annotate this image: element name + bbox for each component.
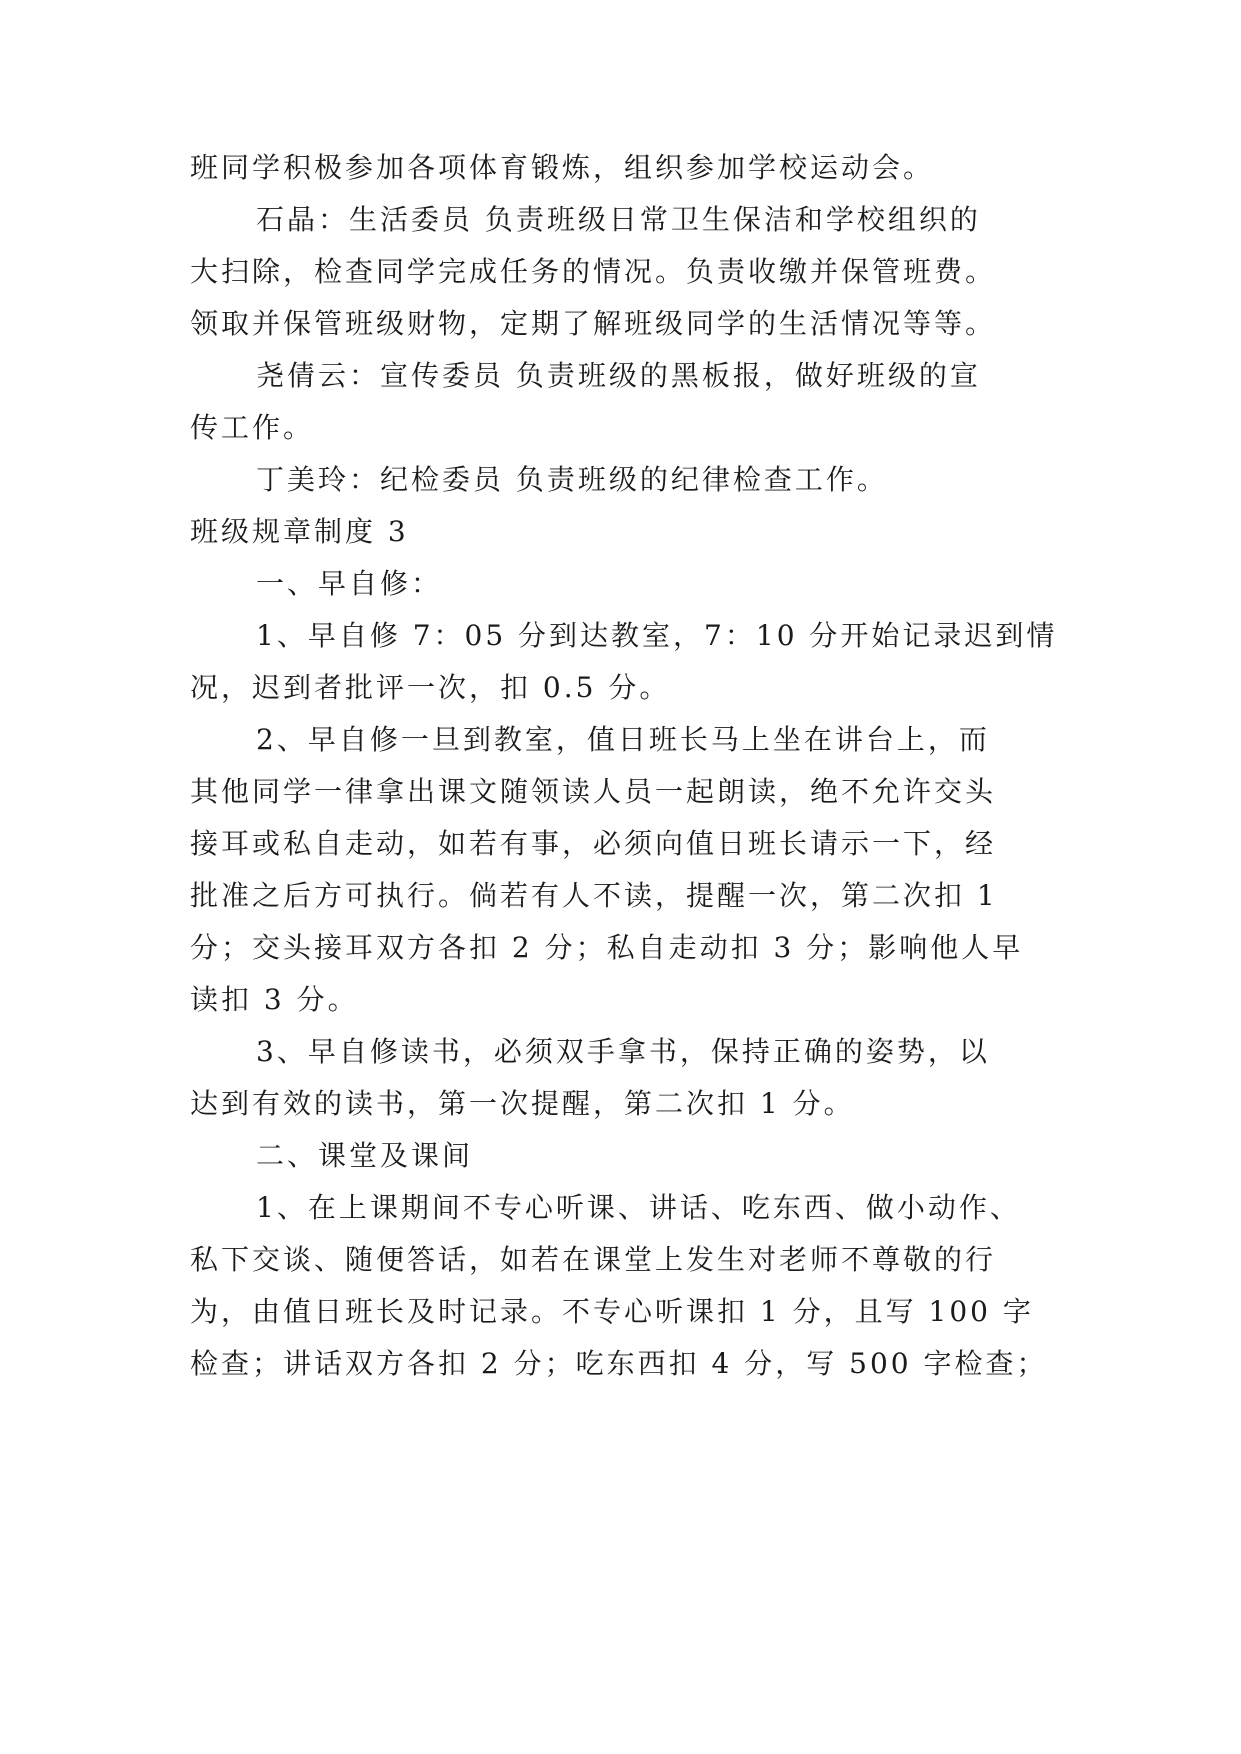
subsection-heading: 一、早自修： — [256, 567, 443, 600]
text-line: 其他同学一律拿出课文随领读人员一起朗读，绝不允许交头 — [190, 775, 997, 808]
text-line: 为，由值日班长及时记录。不专心听课扣 1 分，且写 100 字 — [190, 1295, 1034, 1328]
text-line: 大扫除，检查同学完成任务的情况。负责收缴并保管班费。 — [190, 255, 997, 288]
text-line: 批准之后方可执行。倘若有人不读，提醒一次，第二次扣 1 — [190, 879, 998, 912]
text-line: 2、早自修一旦到教室，值日班长马上坐在讲台上，而 — [256, 723, 990, 756]
subsection-heading: 二、课堂及课间 — [256, 1139, 474, 1172]
text-line: 1、早自修 7：05 分到达教室，7：10 分开始记录迟到情 — [256, 619, 1058, 652]
text-line: 分；交头接耳双方各扣 2 分；私自走动扣 3 分；影响他人早 — [190, 931, 1024, 964]
text-line: 石晶：生活委员 负责班级日常卫生保洁和学校组织的 — [256, 203, 981, 236]
text-line: 领取并保管班级财物，定期了解班级同学的生活情况等等。 — [190, 307, 997, 340]
text-line: 丁美玲：纪检委员 负责班级的纪律检查工作。 — [256, 463, 888, 496]
text-line: 尧倩云：宣传委员 负责班级的黑板报，做好班级的宣 — [256, 359, 981, 392]
text-line: 传工作。 — [190, 411, 315, 444]
text-line: 达到有效的读书，第一次提醒，第二次扣 1 分。 — [190, 1087, 855, 1120]
text-line: 1、在上课期间不专心听课、讲话、吃东西、做小动作、 — [256, 1191, 1021, 1224]
text-line: 私下交谈、随便答话，如若在课堂上发生对老师不尊敬的行 — [190, 1243, 997, 1276]
section-heading: 班级规章制度 3 — [190, 515, 409, 548]
text-line: 况，迟到者批评一次，扣 0.5 分。 — [190, 671, 671, 704]
text-line: 读扣 3 分。 — [190, 983, 359, 1016]
text-line: 接耳或私自走动，如若有事，必须向值日班长请示一下，经 — [190, 827, 997, 860]
text-line: 班同学积极参加各项体育锻炼，组织参加学校运动会。 — [190, 151, 935, 184]
text-line: 3、早自修读书，必须双手拿书，保持正确的姿势，以 — [256, 1035, 990, 1068]
text-line: 检查；讲话双方各扣 2 分；吃东西扣 4 分，写 500 字检查； — [190, 1347, 1048, 1380]
